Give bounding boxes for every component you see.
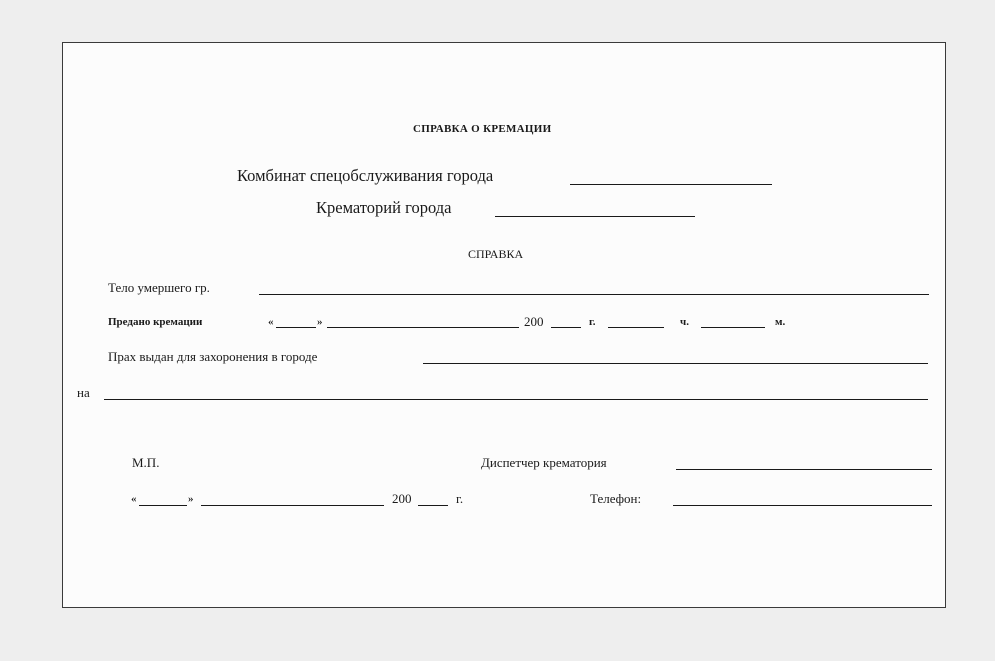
document-title: СПРАВКА О КРЕМАЦИИ	[413, 123, 552, 135]
issue-month-field[interactable]	[201, 505, 384, 506]
phone-field[interactable]	[673, 505, 932, 506]
issue-year-suffix: г.	[456, 491, 464, 506]
cremated-hours-field[interactable]	[608, 327, 664, 328]
hours-suffix: ч.	[680, 316, 689, 328]
cremated-month-field[interactable]	[327, 327, 519, 328]
combine-city-field[interactable]	[570, 184, 772, 185]
date-quote-open: «	[131, 493, 137, 505]
quote-close: »	[317, 316, 323, 328]
document-subtitle: СПРАВКА	[468, 247, 524, 261]
date-quote-close: »	[188, 493, 194, 505]
combine-label: Комбинат спецобслуживания города	[237, 166, 494, 185]
cremated-year-prefix: 200	[524, 314, 544, 329]
cremated-minutes-field[interactable]	[701, 327, 765, 328]
issue-year-field[interactable]	[418, 505, 448, 506]
deceased-name-field[interactable]	[259, 294, 929, 295]
cremated-year-suffix: г.	[589, 316, 596, 328]
issue-day-field[interactable]	[139, 505, 187, 506]
quote-open: «	[268, 316, 274, 328]
crematorium-label: Крематорий города	[316, 198, 452, 217]
cremated-label: Предано кремации	[108, 316, 203, 328]
ashes-label: Прах выдан для захоронения в городе	[108, 349, 318, 364]
stamp-label: М.П.	[132, 455, 160, 470]
crematorium-city-field[interactable]	[495, 216, 695, 217]
minutes-suffix: м.	[775, 316, 786, 328]
phone-label: Телефон:	[590, 491, 642, 506]
cremated-day-field[interactable]	[276, 327, 316, 328]
burial-place-field[interactable]	[104, 399, 928, 400]
dispatcher-name-field[interactable]	[676, 469, 932, 470]
cremated-year-field[interactable]	[551, 327, 581, 328]
body-label: Тело умершего гр.	[108, 280, 210, 295]
issue-year-prefix: 200	[392, 491, 412, 506]
burial-city-field[interactable]	[423, 363, 928, 364]
on-label: на	[77, 385, 90, 400]
dispatcher-label: Диспетчер крематория	[481, 455, 607, 470]
